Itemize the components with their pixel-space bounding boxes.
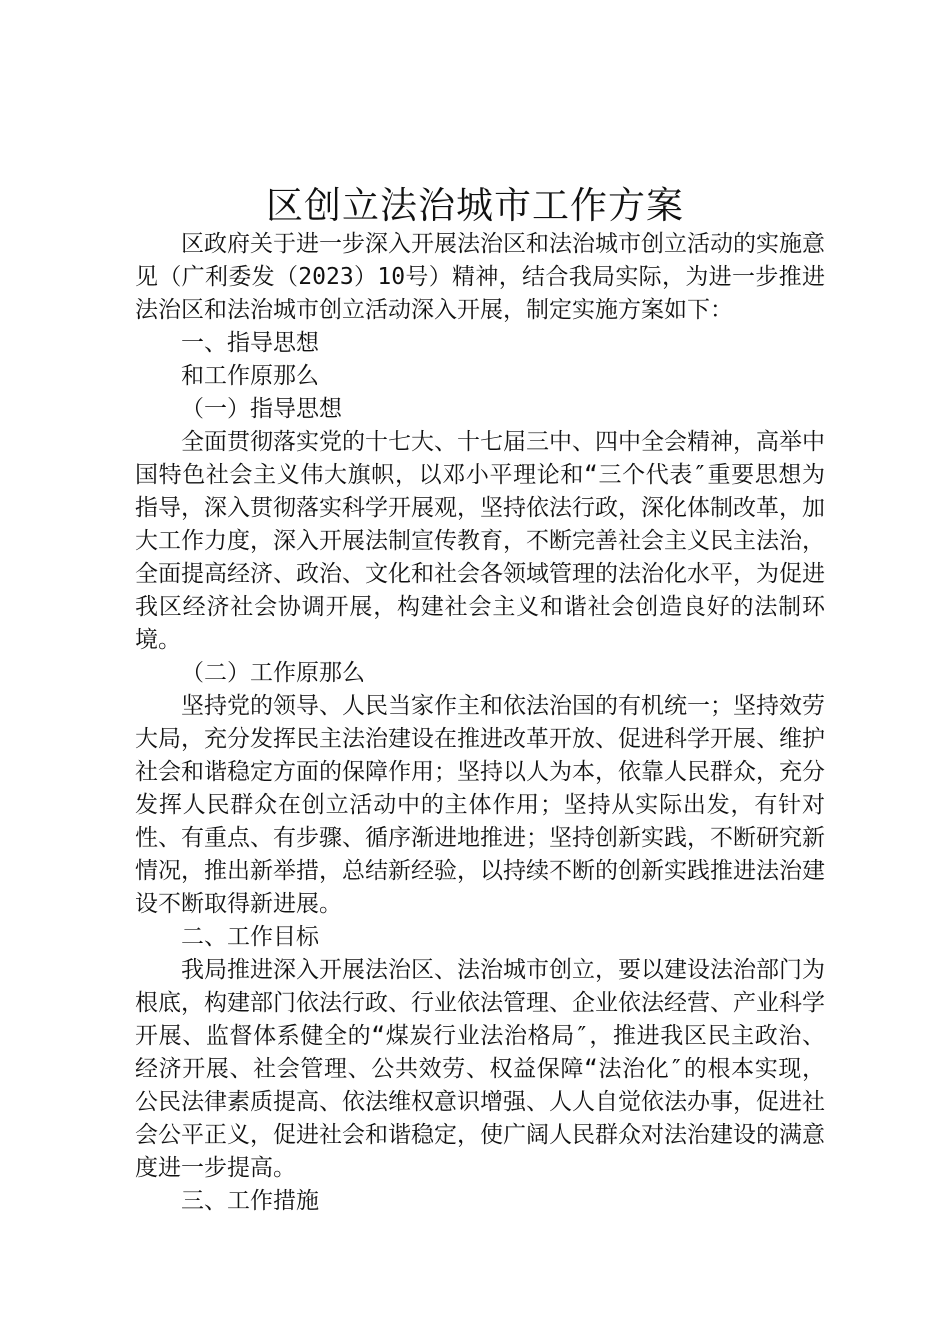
paragraph-intro: 区政府关于进一步深入开展法治区和法治城市创立活动的实施意见（广利委发（2023）10号）精神，结合我局实际，为进一步推进法治区和法治城市创立活动深入开展，制定实施方案如下： <box>135 231 825 323</box>
paragraph-guiding-thought: 全面贯彻落实党的十七大、十七届三中、四中全会精神，高举中国特色社会主义伟大旗帜，以邓小平理论和“三个代表″重要思想为指导，深入贯彻落实科学开展观，坚持依法行政，深化体制改革，加大工作力度，深入开展法制宣传教育，不断完善社会主义民主法治，全面提高经济、政治、文化和社会各领域管理的法治化水平，为促进我区经济社会协调开展，构建社会主义和谐社会创造良好的法制环境。 <box>135 429 825 653</box>
document-body <box>135 228 825 1218</box>
document-title: 区创立法治城市工作方案 <box>266 184 684 227</box>
heading-working-principles: 和工作原那么 <box>181 363 319 389</box>
paragraph-work-goals: 我局推进深入开展法治区、法治城市创立，要以建设法治部门为根底，构建部门依法行政、行业依法管理、企业依法经营、产业科学开展、监督体系健全的“煤炭行业法治格局″，推进我区民主政治、经济开展、社会管理、公共效劳、权益保障“法治化″的根本实现，公民法律素质提高、依法维权意识增强、人人自觉依法办事，促进社会公平正义，促进社会和谐稳定，使广阔人民群众对法治建设的满意度进一步提高。 <box>135 957 825 1181</box>
subheading-guiding-thought: （一）指导思想 <box>181 396 342 422</box>
heading-work-goals: 二、工作目标 <box>181 924 319 950</box>
heading-guiding-thought: 一、指导思想 <box>181 330 319 356</box>
paragraph-working-principles: 坚持党的领导、人民当家作主和依法治国的有机统一；坚持效劳大局，充分发挥民主法治建设在推进改革开放、促进科学开展、维护社会和谐稳定方面的保障作用；坚持以人为本，依靠人民群众，充分发挥人民群众在创立活动中的主体作用；坚持从实际出发，有针对性、有重点、有步骤、循序渐进地推进；坚持创新实践，不断研究新情况，推出新举措，总结新经验，以持续不断的创新实践推进法治建设不断取得新进展。 <box>135 693 825 917</box>
subheading-working-principles: （二）工作原那么 <box>181 660 365 686</box>
heading-work-measures: 三、工作措施 <box>181 1188 319 1214</box>
